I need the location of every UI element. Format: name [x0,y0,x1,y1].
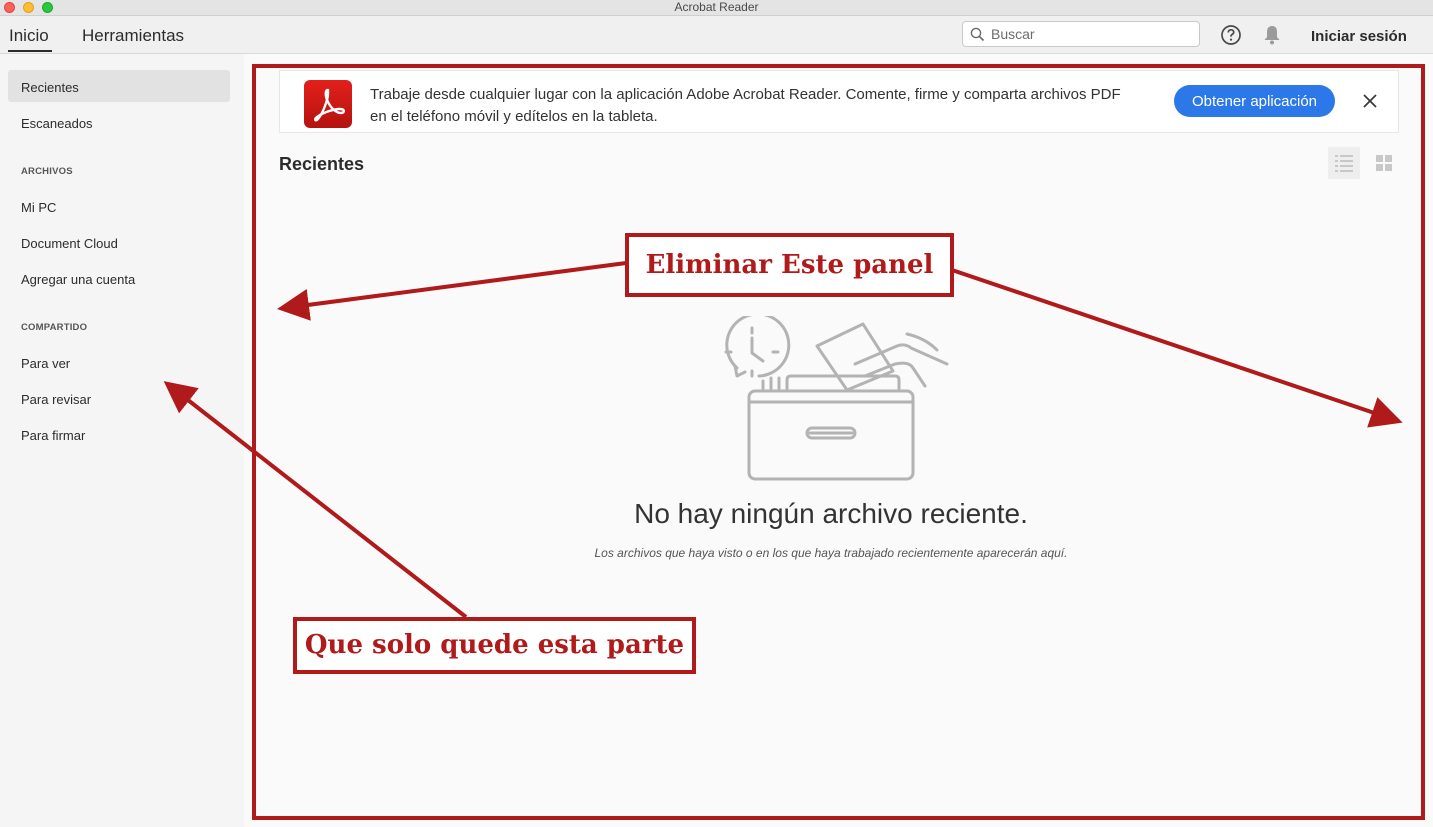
acrobat-logo [304,80,352,128]
active-tab-indicator [8,50,52,52]
minimize-window-button[interactable] [23,2,34,13]
section-title: Recientes [279,154,365,174]
sidebar-item-para-firmar[interactable]: Para firmar [21,428,86,443]
search-icon [970,27,985,42]
top-nav [0,16,1433,54]
grid-view-button[interactable] [1368,147,1400,179]
annotation-note-bottom: Que solo quede esta parte [293,617,696,674]
close-window-button[interactable] [4,2,15,13]
empty-state-title: No hay ningún archivo reciente. [634,498,1028,529]
list-view-icon [1335,154,1353,172]
zoom-window-button[interactable] [42,2,53,13]
sidebar-item-recientes[interactable]: Recientes [21,80,79,95]
sidebar-header-compartido: COMPARTIDO [21,322,88,333]
tab-inicio[interactable]: Inicio [9,26,49,45]
banner-message [370,84,1150,128]
search-input[interactable] [991,25,1191,43]
search-box[interactable] [962,21,1200,47]
sidebar-item-escaneados[interactable]: Escaneados [21,116,93,131]
sidebar-item-document-cloud[interactable]: Document Cloud [21,236,118,251]
sidebar-item-agregar-cuenta[interactable]: Agregar una cuenta [21,272,136,287]
empty-state-subtitle: Los archivos que haya visto o en los que haya trabajado recientemente aparecerán aquí. [594,546,1068,560]
close-icon[interactable] [1363,94,1377,108]
sidebar-item-mi-pc[interactable]: Mi PC [21,200,57,215]
acrobat-logo-icon [304,80,352,128]
sign-in-button[interactable]: Iniciar sesión [1311,28,1407,45]
question-circle-icon[interactable] [1220,24,1242,46]
sidebar [0,54,244,827]
list-view-button[interactable] [1328,147,1360,179]
tab-herramientas[interactable]: Herramientas [82,26,185,45]
window-titlebar [0,0,1433,16]
annotation-note-top: Eliminar Este panel [625,233,954,297]
sidebar-item-para-revisar[interactable]: Para revisar [21,392,92,407]
empty-recent-files-illustration [715,316,965,486]
banner-message-line2: en el teléfono móvil y edítelos en la tableta. [370,108,658,125]
grid-view-icon [1375,154,1393,172]
get-app-button[interactable]: Obtener aplicación [1174,85,1335,117]
sidebar-item-para-ver[interactable]: Para ver [21,356,71,371]
mobile-app-banner [279,70,1399,133]
main-panel [245,54,1433,827]
banner-message-line1: Trabaje desde cualquier lugar con la aplicación Adobe Acrobat Reader. Comente, firme y comparta archivos PDF [370,86,1121,103]
window-title: Acrobat Reader [674,0,759,14]
bell-icon[interactable] [1262,24,1282,46]
sidebar-header-archivos: ARCHIVOS [21,166,73,177]
